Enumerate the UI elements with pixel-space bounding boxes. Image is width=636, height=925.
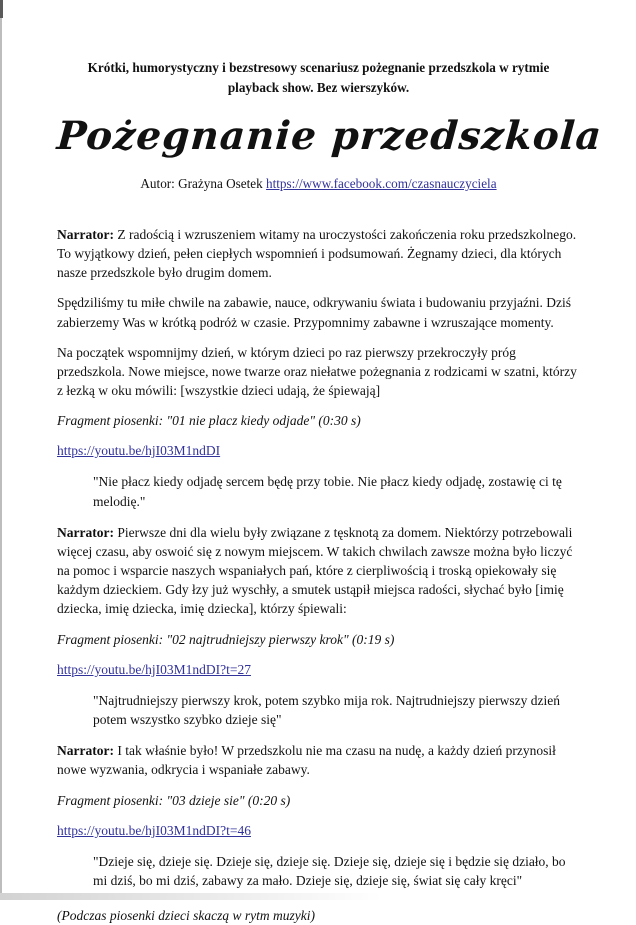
narrator-paragraph-3 xyxy=(57,741,580,779)
song-fragment-3: Fragment piosenki: "03 dzieje sie" (0:20 s) xyxy=(57,792,291,808)
body-paragraph-2: Spędziliśmy tu miłe chwile na zabawie, nauce, odkrywaniu świata i budowaniu przyjaźni. Dziś zabierzemy Was w krótką podróż w czasie. Przypomnimy zabawne i wzruszające momenty. xyxy=(57,295,571,330)
document-subtitle: Krótki, humorystyczny i bezstresowy scenariusz pożegnanie przedszkola w rytmie playback show. Bez wierszyków. xyxy=(87,60,550,96)
narrator-text: I tak właśnie było! W przedszkolu nie ma czasu na nudę, a każdy dzień przynosił nowe wyzwania, odkrycia i wspaniałe zabawy. xyxy=(57,743,556,778)
song-fragment-1: Fragment piosenki: "01 nie placz kiedy odjade" (0:30 s) xyxy=(57,413,361,429)
song-quote-2: "Najtrudniejszy pierwszy krok, potem szybko mija rok. Najtrudniejszy pierwszy dzień potem wszystko szybko dzieje się" xyxy=(93,692,561,728)
song-quote-3: "Dzieje się, dzieje się. Dzieje się, dzieje się. Dzieje się, dzieje się i będzie się działo, bo mi dziś, bo mi dziś, zabawy za mało. Dzieje się, dzieje się, świat się cały kręci" xyxy=(93,853,566,888)
narrator-label: Narrator: xyxy=(57,743,114,759)
song-fragment-2: Fragment piosenki: "02 najtrudniejszy pierwszy krok" (0:19 s) xyxy=(57,631,395,647)
document-body xyxy=(57,225,580,925)
page-left-edge-line xyxy=(0,0,2,900)
narrator-text: Z radością i wzruszeniem witamy na uroczystości zakończenia roku przedszkolnego. To wyjątkowy dzień, pełen ciepłych wspomnień i podsumowań. Żegnamy dzieci, dla których nasze przedszkole było drugim domem. xyxy=(57,226,577,281)
narrator-paragraph-2 xyxy=(57,523,580,619)
narrator-text: Pierwsze dni dla wielu były związane z tęsknotą za domem. Niektórzy potrzebowali więcej czasu, aby oswoić się z nowym miejscem. W takich chwilach zawsze można było liczyć na pomoc i wsparcie naszych wspaniałych pań, które z cierpliwością i troską opiekowały się każdym dzieckiem. Gdy łzy już wyschły, a smutek ustąpił miejsca radości, słychać było [imię dziecka, imię dziecka, imię dziecka], którzy śpiewali: xyxy=(57,524,573,617)
youtube-link-3-row xyxy=(57,821,580,840)
youtube-link-1-row xyxy=(57,441,580,460)
narrator-label: Narrator: xyxy=(57,226,114,242)
youtube-link-1[interactable]: https://youtu.be/hjI03M1ndDI xyxy=(57,443,221,459)
youtube-link-2-row xyxy=(57,660,580,679)
youtube-link-2[interactable]: https://youtu.be/hjI03M1ndDI?t=27 xyxy=(57,661,251,677)
page-bottom-shadow xyxy=(0,893,382,900)
stage-direction: (Podczas piosenki dzieci skaczą w rytm muzyki) xyxy=(57,908,315,924)
facebook-link[interactable]: https://www.facebook.com/czasnauczyciela xyxy=(266,175,497,191)
page-corner-mark xyxy=(0,0,3,18)
youtube-link-3[interactable]: https://youtu.be/hjI03M1ndDI?t=46 xyxy=(57,822,251,838)
narrator-label: Narrator: xyxy=(57,524,114,540)
author-name: Autor: Grażyna Osetek xyxy=(140,175,267,191)
author-line xyxy=(57,176,580,192)
song-quote-1: "Nie płacz kiedy odjadę sercem będę przy tobie. Nie płacz kiedy odjadę, zostawię ci tę melodię." xyxy=(93,474,562,509)
body-paragraph-3: Na początek wspomnijmy dzień, w którym dzieci po raz pierwszy przekroczyły próg przedszkola. Nowe miejsce, nowe twarze oraz niełatwe pożegnania z rodzicami w szatni, którzy z łezką w oku mówili: [wszystkie dzieci udają, że śpiewają] xyxy=(57,344,577,398)
document-title: Pożegnanie przedszkola xyxy=(55,112,604,159)
narrator-paragraph-1 xyxy=(57,225,580,282)
